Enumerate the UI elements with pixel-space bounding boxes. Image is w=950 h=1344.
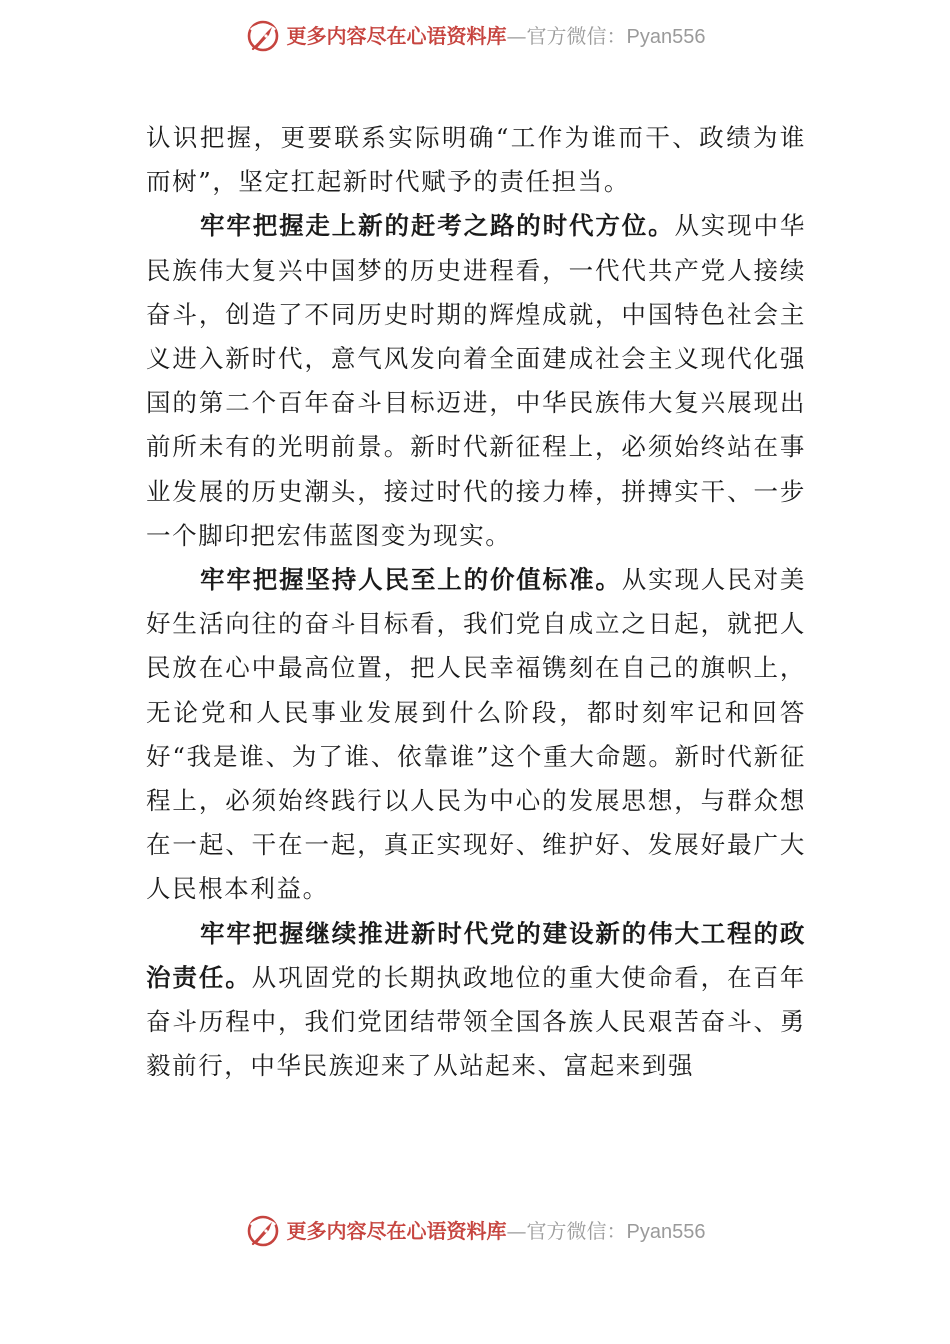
header-text xyxy=(287,24,706,49)
footer-separator: — xyxy=(506,1218,527,1243)
header-brand-text: 更多内容尽在心语资料库 xyxy=(286,23,507,48)
paragraph-1-text: 认识把握，更要联系实际明确“工作为谁而干、政绩为谁而树”，坚定扛起新时代赋予的责任担当。 xyxy=(146,123,806,197)
footer-text xyxy=(287,1219,706,1244)
paragraph-1 xyxy=(146,116,806,204)
paragraph-3-lead: 牢牢把握坚持人民至上的价值标准。 xyxy=(200,565,622,595)
header-wechat-id: Pyan556 xyxy=(626,25,706,48)
footer-banner xyxy=(0,1209,950,1253)
paragraph-2 xyxy=(146,204,806,558)
footer-label: 官方微信： xyxy=(526,1218,627,1243)
paragraph-4-lead: 牢牢把握继续推进新时代党的建设新的伟大工程的政治责任。 xyxy=(146,918,806,992)
document-body xyxy=(146,116,806,1088)
header-separator: — xyxy=(506,23,527,48)
footer-brand-text: 更多内容尽在心语资料库 xyxy=(286,1218,507,1243)
paragraph-3-text: 从实现人民对美好生活向往的奋斗目标看，我们党自成立之日起，就把人民放在心中最高位置，把人民幸福镌刻在自己的旗帜上，无论党和人民事业发展到什么阶段，都时刻牢记和回答好“我是谁、为了谁、依靠谁”这个重大命题。新时代新征程上，必须始终践行以人民为中心的发展思想，与群众想在一起、干在一起，真正实现好、维护好、发展好最广大人民根本利益。 xyxy=(146,565,806,904)
paragraph-2-lead: 牢牢把握走上新的赶考之路的时代方位。 xyxy=(200,211,675,241)
header-banner xyxy=(0,14,950,58)
pen-nib-circle-icon xyxy=(245,18,281,54)
header-label: 官方微信： xyxy=(526,23,627,48)
paragraph-2-text: 从实现中华民族伟大复兴中国梦的历史进程看，一代代共产党人接续奋斗，创造了不同历史时期的辉煌成就，中国特色社会主义进入新时代，意气风发向着全面建成社会主义现代化强国的第二个百年奋斗目标迈进，中华民族伟大复兴展现出前所未有的光明前景。新时代新征程上，必须始终站在事业发展的历史潮头，接过时代的接力棒，拼搏实干、一步一个脚印把宏伟蓝图变为现实。 xyxy=(146,211,806,550)
footer-wechat-id: Pyan556 xyxy=(626,1220,706,1243)
paragraph-3 xyxy=(146,558,806,912)
paragraph-4 xyxy=(146,912,806,1089)
paragraph-4-text: 从巩固党的长期执政地位的重大使命看，在百年奋斗历程中，我们党团结带领全国各族人民艰苦奋斗、勇毅前行，中华民族迎来了从站起来、富起来到强 xyxy=(146,962,806,1081)
pen-nib-circle-icon xyxy=(245,1213,281,1249)
